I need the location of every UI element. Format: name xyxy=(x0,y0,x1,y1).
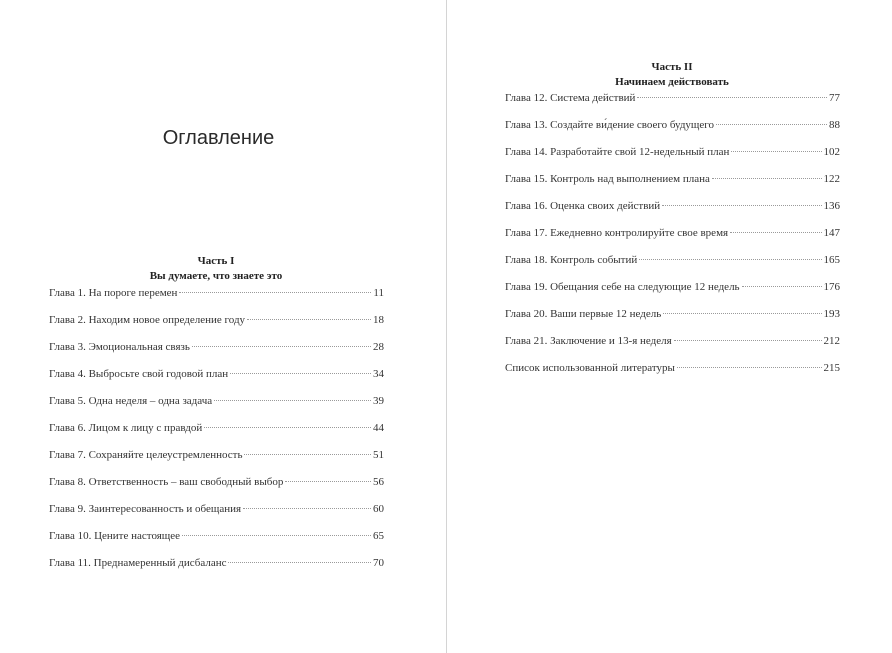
page-number: 18 xyxy=(373,314,384,326)
part-2-heading xyxy=(504,60,840,90)
toc-entry[interactable] xyxy=(49,286,384,313)
part-1-heading xyxy=(48,254,384,284)
toc-entry[interactable] xyxy=(505,280,840,307)
part-1-number: Часть I xyxy=(197,255,235,267)
toc-entry[interactable] xyxy=(505,91,840,118)
chapter-title: Глава 17. Ежедневно контролируйте свое время xyxy=(505,227,729,239)
dot-leader xyxy=(192,346,371,347)
toc-entry[interactable] xyxy=(49,421,384,448)
chapter-title: Глава 21. Заключение и 13-я неделя xyxy=(505,335,672,347)
page-number: 51 xyxy=(373,449,384,461)
chapter-title: Глава 11. Преднамеренный дисбаланс xyxy=(49,557,227,569)
chapter-title: Глава 8. Ответственность – ваш свободный выбор xyxy=(49,476,284,488)
page-number: 136 xyxy=(823,200,840,212)
toc-entry[interactable] xyxy=(505,199,840,226)
dot-leader xyxy=(712,178,822,179)
toc-entry[interactable] xyxy=(49,556,384,583)
toc-entry[interactable] xyxy=(505,145,840,172)
dot-leader xyxy=(182,535,371,536)
toc-entry[interactable] xyxy=(505,361,840,388)
chapter-title: Глава 10. Цените настоящее xyxy=(49,530,181,542)
page-number: 212 xyxy=(823,335,840,347)
dot-leader xyxy=(228,562,371,563)
toc-entry[interactable] xyxy=(505,118,840,145)
part-2-chapter-list xyxy=(505,91,840,388)
page-number: 34 xyxy=(373,368,384,380)
chapter-title: Глава 6. Лицом к лицу с правдой xyxy=(49,422,203,434)
toc-entry[interactable] xyxy=(505,334,840,361)
dot-leader xyxy=(179,292,371,293)
chapter-title: Глава 15. Контроль над выполнением плана xyxy=(505,173,710,185)
page-number: 176 xyxy=(823,281,840,293)
part-2-name: Начинаем действовать xyxy=(615,76,729,88)
page-number: 147 xyxy=(823,227,840,239)
chapter-title: Глава 1. На пороге перемен xyxy=(49,287,178,299)
dot-leader xyxy=(677,367,822,368)
toc-entry[interactable] xyxy=(505,172,840,199)
dot-leader xyxy=(637,97,827,98)
chapter-title: Глава 18. Контроль событий xyxy=(505,254,638,266)
page-number: 11 xyxy=(373,287,384,299)
dot-leader xyxy=(230,373,371,374)
toc-entry[interactable] xyxy=(49,340,384,367)
chapter-title: Глава 14. Разработайте свой 12-недельный план xyxy=(505,146,730,158)
chapter-title: Глава 4. Выбросьте свой годовой план xyxy=(49,368,229,380)
page-title: Оглавление xyxy=(162,127,275,149)
chapter-title: Глава 13. Создайте ви́дение своего будущего xyxy=(505,119,715,131)
dot-leader xyxy=(662,205,821,206)
page-number: 122 xyxy=(823,173,840,185)
toc-entry[interactable] xyxy=(49,502,384,529)
page-number: 65 xyxy=(373,530,384,542)
chapter-title: Глава 2. Находим новое определение году xyxy=(49,314,246,326)
part-1-name: Вы думаете, что знаете это xyxy=(149,270,283,282)
part-2-number: Часть II xyxy=(651,61,693,73)
dot-leader xyxy=(639,259,821,260)
dot-leader xyxy=(214,400,371,401)
toc-entry[interactable] xyxy=(49,529,384,556)
chapter-title: Глава 3. Эмоциональная связь xyxy=(49,341,190,353)
chapter-title: Глава 12. Система действий xyxy=(505,92,636,104)
toc-entry[interactable] xyxy=(505,307,840,334)
dot-leader xyxy=(663,313,821,314)
chapter-title: Глава 7. Сохраняйте целеустремленность xyxy=(49,449,243,461)
page-number: 60 xyxy=(373,503,384,515)
page-number: 39 xyxy=(373,395,384,407)
toc-entry[interactable] xyxy=(49,313,384,340)
dot-leader xyxy=(716,124,827,125)
page-number: 193 xyxy=(823,308,840,320)
chapter-title: Глава 9. Заинтересованность и обещания xyxy=(49,503,242,515)
dot-leader xyxy=(730,232,821,233)
page-number: 165 xyxy=(823,254,840,266)
toc-entry[interactable] xyxy=(505,253,840,280)
toc-entry[interactable] xyxy=(49,394,384,421)
chapter-title: Глава 20. Ваши первые 12 недель xyxy=(505,308,662,320)
dot-leader xyxy=(247,319,371,320)
toc-entry[interactable] xyxy=(49,448,384,475)
dot-leader xyxy=(243,508,371,509)
chapter-title: Глава 5. Одна неделя – одна задача xyxy=(49,395,213,407)
page-number: 88 xyxy=(829,119,840,131)
toc-entry[interactable] xyxy=(49,475,384,502)
toc-entry[interactable] xyxy=(505,226,840,253)
dot-leader xyxy=(742,286,822,287)
page-number: 44 xyxy=(373,422,384,434)
dot-leader xyxy=(204,427,371,428)
right-page xyxy=(447,0,892,653)
chapter-title: Глава 16. Оценка своих действий xyxy=(505,200,661,212)
page-number: 215 xyxy=(823,362,840,374)
dot-leader xyxy=(244,454,371,455)
page-number: 28 xyxy=(373,341,384,353)
part-1-chapter-list xyxy=(49,286,384,583)
dot-leader xyxy=(285,481,371,482)
dot-leader xyxy=(731,151,821,152)
page-number: 70 xyxy=(373,557,384,569)
page-number: 102 xyxy=(823,146,840,158)
toc-entry[interactable] xyxy=(49,367,384,394)
page-number: 56 xyxy=(373,476,384,488)
bibliography-title: Список использованной литературы xyxy=(505,362,675,374)
page-number: 77 xyxy=(829,92,840,104)
chapter-title: Глава 19. Обещания себе на следующие 12 недель xyxy=(505,281,740,293)
dot-leader xyxy=(674,340,822,341)
